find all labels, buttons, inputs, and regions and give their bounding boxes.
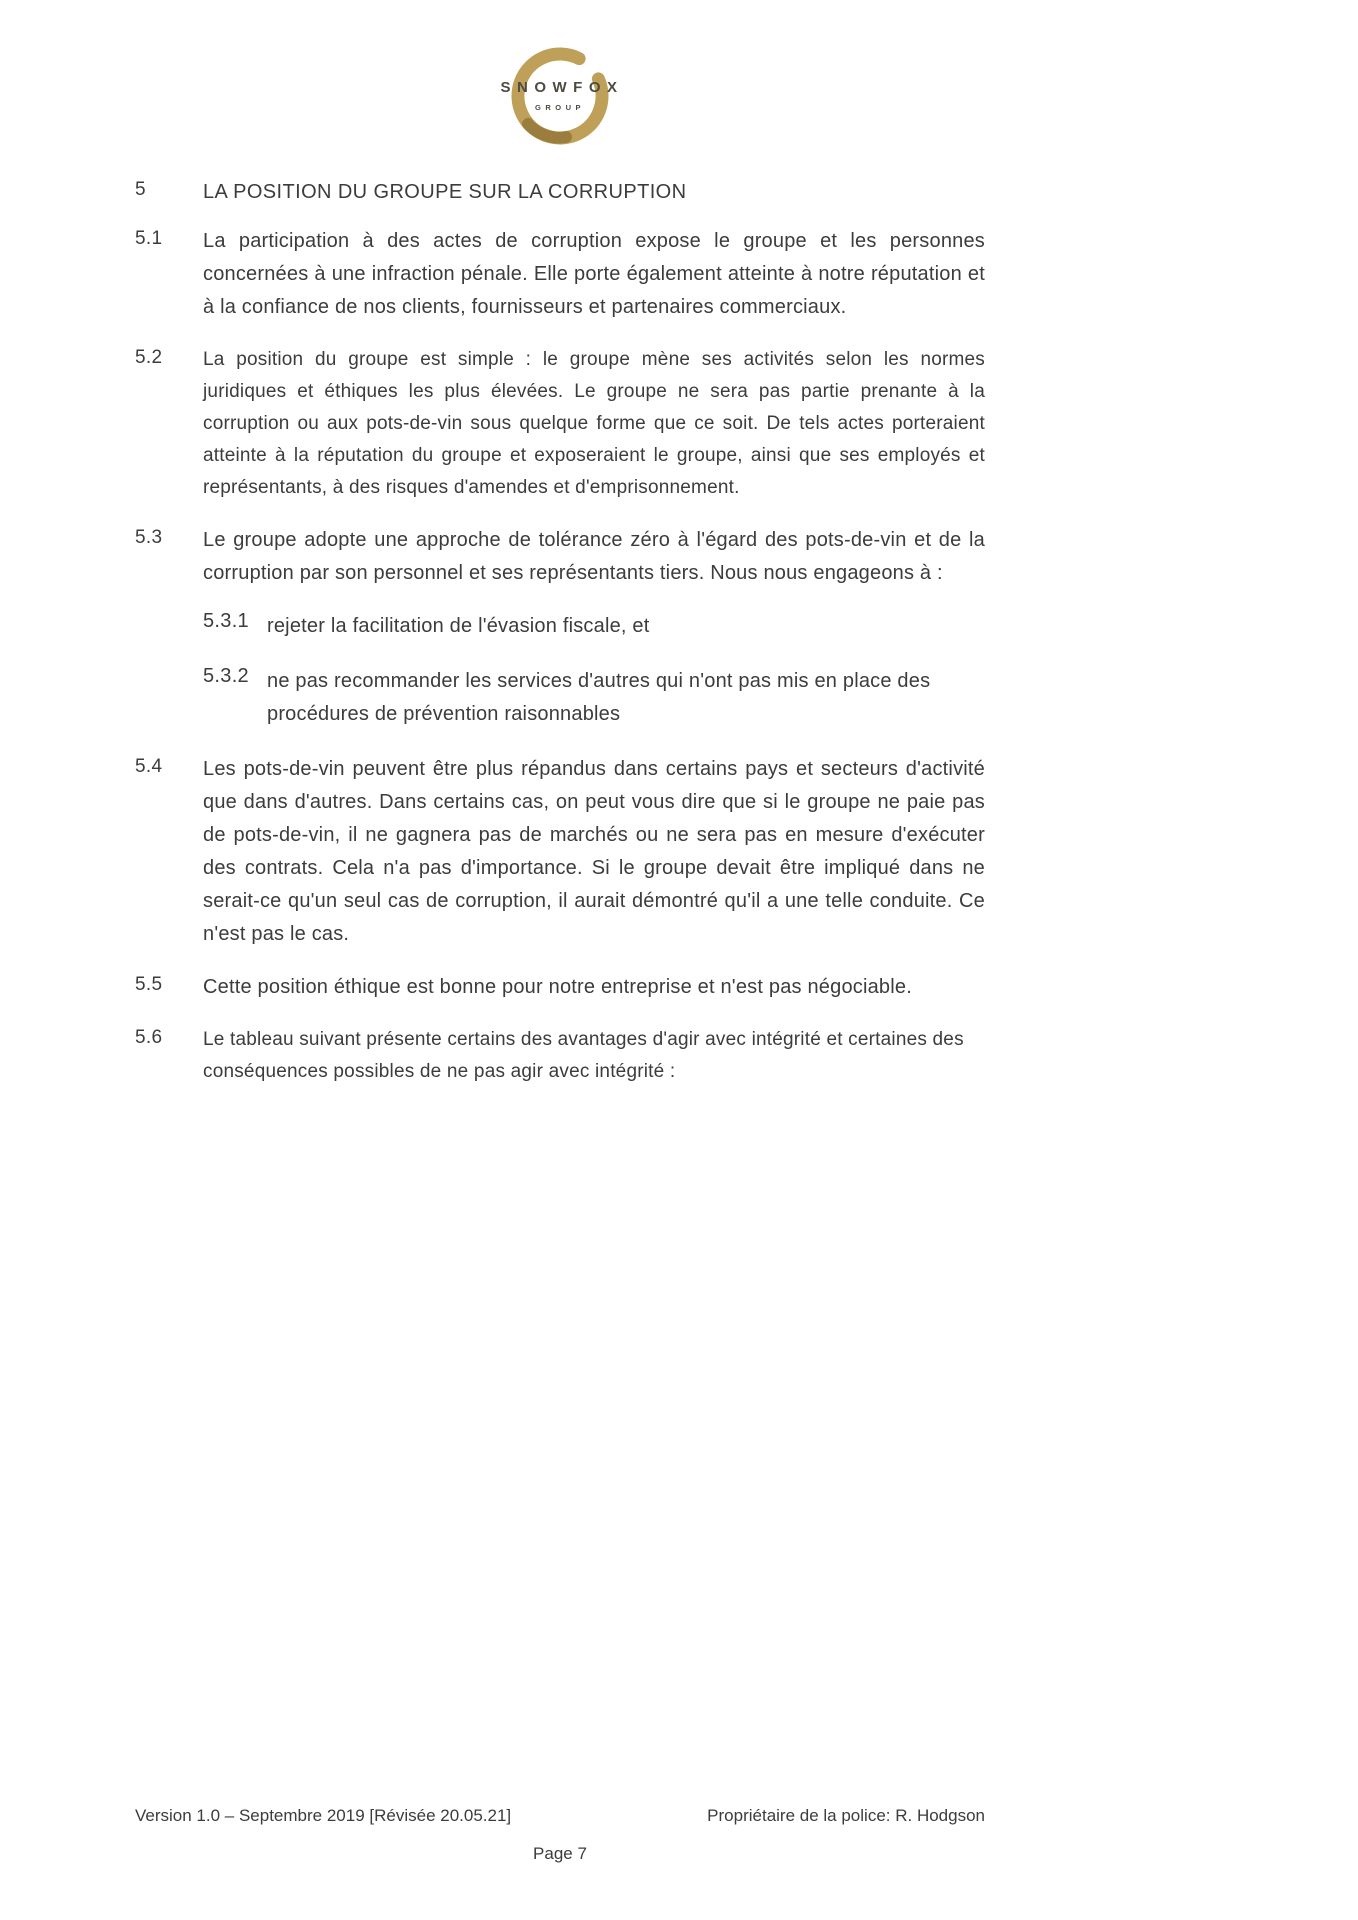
brush-shadow-icon	[528, 124, 566, 138]
logo-sub-text: GROUP	[534, 103, 586, 112]
paragraph-text: Les pots-de-vin peuvent être plus répandus dans certains pays et secteurs d'activité que dans d'autres. Dans certains cas, on peut vous dire que si le groupe ne paie pas de pots-de-vin, il ne gagnera pas de marchés ou ne sera pas en mesure d'exécuter des contrats. Cela n'a pas d'importance. Si le groupe devait être impliqué dans ne serait-ce qu'un seul cas de corruption, il aurait démontré qu'il a une telle conduite. Ce n'est pas le cas.	[203, 758, 985, 945]
paragraph-number: 5.3	[135, 527, 163, 548]
heading-number: 5	[135, 179, 146, 200]
logo-brand-text: SNOWFOX	[500, 79, 624, 96]
paragraph-text: La participation à des actes de corruption expose le groupe et les personnes concernées à une infraction pénale. Elle porte également atteinte à notre réputation et à la confiance de nos clients, fournisseurs et partenaires commerciaux.	[203, 230, 985, 318]
paragraph-number: 5.6	[135, 1027, 163, 1048]
snowfox-logo-graphic	[470, 44, 650, 148]
paragraph-5-6	[135, 1024, 985, 1088]
paragraph-number: 5.1	[135, 228, 163, 249]
footer-owner: Propriétaire de la police: R. Hodgson	[707, 1806, 985, 1825]
subparagraph-number: 5.3.1	[203, 610, 249, 632]
subparagraph-text: rejeter la facilitation de l'évasion fiscale, et	[267, 615, 650, 637]
heading-title: LA POSITION DU GROUPE SUR LA CORRUPTION	[203, 181, 687, 203]
footer-version: Version 1.0 – Septembre 2019 [Révisée 20.05.21]	[135, 1806, 512, 1825]
paragraph-text: Cette position éthique est bonne pour notre entreprise et n'est pas négociable.	[203, 976, 912, 998]
paragraph-text: Le tableau suivant présente certains des avantages d'agir avec intégrité et certaines des conséquences possibles de ne pas agir avec intégrité :	[203, 1029, 964, 1082]
subparagraph-5-3-2	[203, 665, 985, 731]
paragraph-5-2	[135, 344, 985, 504]
paragraph-5-5	[135, 971, 985, 1004]
subparagraph-text: ne pas recommander les services d'autres qui n'ont pas mis en place des procédures de prévention raisonnables	[267, 670, 931, 725]
paragraph-5-4	[135, 753, 985, 951]
paragraph-number: 5.5	[135, 974, 163, 995]
paragraph-5-3	[135, 524, 985, 590]
footer-meta-row	[135, 1806, 985, 1826]
paragraph-text: La position du groupe est simple : le groupe mène ses activités selon les normes juridiques et éthiques les plus élevées. Le groupe ne sera pas partie prenante à la corruption ou aux pots-de-vin sous quelque forme que ce soit. De tels actes porteraient atteinte à la réputation du groupe et exposeraient le groupe, ainsi que ses employés et représentants, à des risques d'amendes et d'emprisonnement.	[203, 349, 985, 498]
paragraph-number: 5.2	[135, 347, 163, 368]
logo	[135, 44, 985, 148]
page-footer	[135, 1806, 985, 1864]
section-heading	[135, 176, 985, 209]
subparagraph-number: 5.3.2	[203, 665, 249, 687]
paragraph-5-1	[135, 225, 985, 324]
paragraph-text: Le groupe adopte une approche de tolérance zéro à l'égard des pots-de-vin et de la corruption par son personnel et ses représentants tiers. Nous nous engageons à :	[203, 529, 985, 584]
document-body	[135, 176, 985, 1108]
footer-page-number: Page 7	[533, 1844, 587, 1863]
subparagraph-5-3-1	[203, 610, 985, 643]
paragraph-number: 5.4	[135, 756, 163, 777]
